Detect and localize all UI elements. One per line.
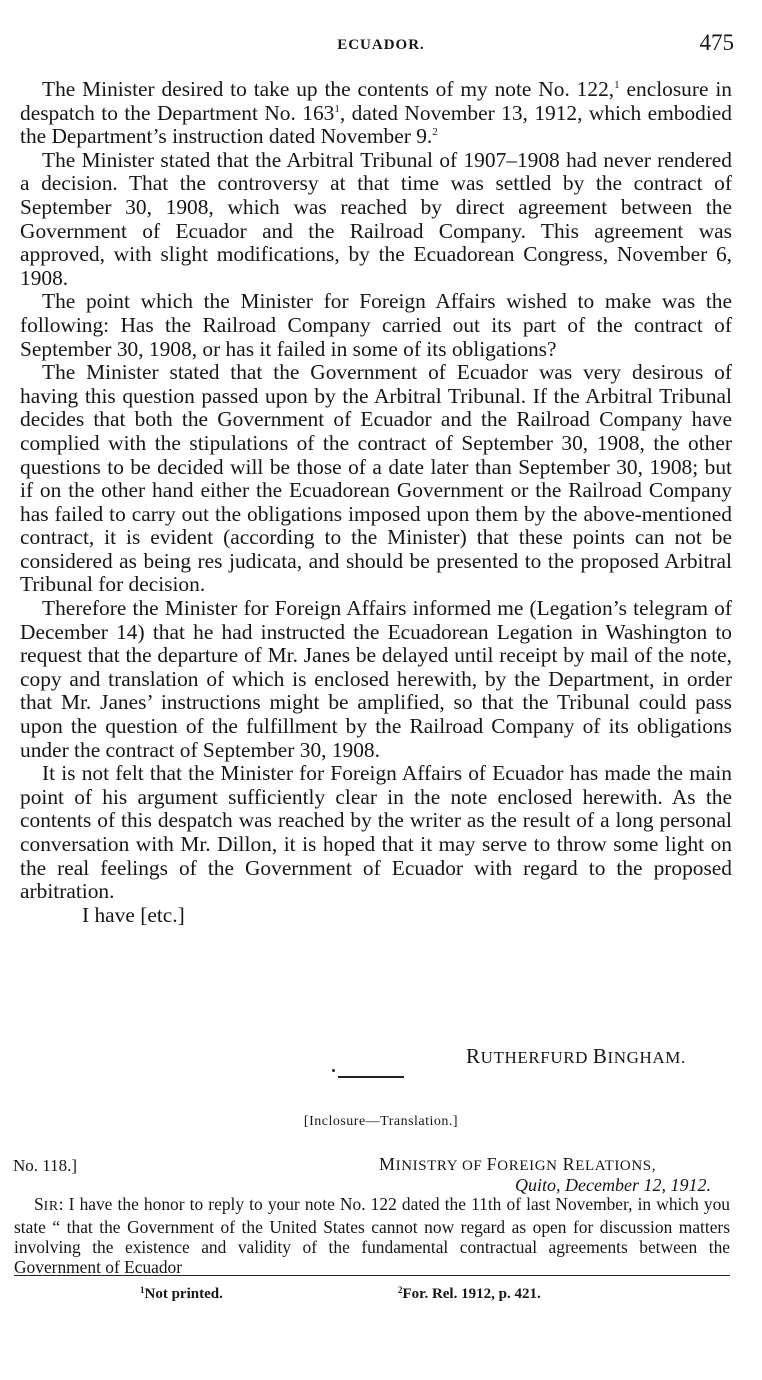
paragraph-2: The Minister stated that the Arbitral Tribunal of 1907–1908 had never rendered a decision. That the controversy at that time was settled by the contract of September 30, 1908, which was reached by direct agreement between the Government of Ecuador and the Railroad Company. This agreement was approved, with slight modifications, by the Ecuadorean Congress, November 6, 1908. [20, 147, 732, 290]
footnote-ref-2: 2 [432, 126, 438, 139]
paragraph-5: Therefore the Minister for Foreign Affairs informed me (Legation’s telegram of December 14) that he had instructed the Ecuadorean Legation in Washington to request that the departure of Mr. Janes be delayed until receipt by mail of the note, copy and translation of which is enclosed herewith, by the Department, in order that Mr. Janes’ instructions might be amplified, so that the Tribunal could pass upon the question of the fulfillment by the Railroad Company of its obligations under the contract of September 30, 1908. [20, 596, 732, 762]
signature-initial-1: R [466, 1044, 481, 1068]
paragraph-1-text-a: The Minister desired to take up the contents of my note No. 122, [42, 77, 615, 101]
footnote-text-1: Not printed. [144, 1286, 223, 1302]
paragraph-4: The Minister stated that the Government of Ecuador was very desirous of having this question passed upon by the Arbitral Tribunal. If the Arbitral Tribunal decides that both the Government of Ecuador and the Railroad Company have complied with the stipulations of the contract of September 30, 1908, the other questions to be decided will be those of a date later than September 30, 1908; but if on the other hand either the Ecuadorean Government or the Railroad Company has failed to carry out the obligations imposed upon them by the above-mentioned contract, it is evident (according to the Minister) that these points can not be considered as being res judicata, and should be presented to the proposed Arbitral Tribunal for decision. [20, 360, 732, 597]
signature [466, 1044, 686, 1069]
page-number: 475 [699, 30, 734, 55]
ministry-heading [379, 1154, 656, 1175]
inclosure-paragraph [14, 1194, 730, 1277]
footnote-ref-1: 1 [614, 79, 620, 91]
footnote-rule [14, 1275, 730, 1276]
page-header [0, 30, 762, 56]
inclosure-heading [13, 1154, 733, 1196]
footnote-mark-2: 2 [398, 1285, 403, 1295]
ministry-cap-3: F [486, 1154, 498, 1174]
footnote-mark-1: 1 [140, 1285, 145, 1295]
note-number: No. 118.] [13, 1156, 78, 1175]
footnote-1 [140, 1286, 223, 1303]
section-rule [338, 1076, 404, 1078]
inclosure-text: : I have the honor to reply to your note No. 122 dated the 11th of last November, in which you state “ that the Government of the United States cannot now regard as open for discussion matters involving the existence and validity of the fundamental contractual agreements between the Government of Ecuador [14, 1194, 730, 1277]
ministry-word-4: ELATIONS, [575, 1158, 657, 1174]
place-date: Quito, December 12, 1912. [515, 1175, 711, 1195]
inclosure-label: [Inclosure—Translation.] [303, 1114, 459, 1129]
signature-last-name: INGHAM. [607, 1048, 686, 1067]
paragraph-3: The point which the Minister for Foreign Affairs wished to make was the following: Has the Railroad Company carried out its part of the contract of September 30, 1908, or has it failed in some of its obligations? [20, 289, 732, 361]
salutation-cap: S [34, 1194, 44, 1214]
signature-first-name: UTHERFURD [480, 1048, 589, 1067]
rule-dot [332, 1069, 335, 1072]
inclosure-body [14, 1194, 730, 1277]
ministry-word-2: OF [457, 1158, 487, 1174]
ministry-word-1: INISTRY [395, 1158, 458, 1174]
closing: I have [etc.] [82, 902, 185, 927]
footnote-ref-1b: 1 [334, 102, 340, 115]
paragraph-1 [20, 78, 732, 149]
footnote-text-2: For. Rel. 1912, p. 421. [402, 1286, 541, 1302]
running-head: ECUADOR. [337, 37, 425, 53]
ministry-cap-1: M [379, 1154, 396, 1174]
salutation: IR [43, 1199, 59, 1214]
letter-body [20, 78, 732, 927]
paragraph-1-text-c: , dated November 13, 1912, which embodied the Department’s instruction dated November 9. [20, 100, 732, 149]
paragraph-1-text-b: enclosure in despatch to the Department No. 163 [20, 77, 732, 125]
ministry-word-3: OREIGN [497, 1158, 558, 1174]
ministry-cap-4: R [557, 1154, 576, 1174]
paragraph-6: It is not felt that the Minister for Foreign Affairs of Ecuador has made the main point of his argument sufficiently clear in the note enclosed herewith. As the contents of this despatch was reached by the writer as the result of a long personal conversation with Mr. Dillon, it is hoped that it may serve to throw some light on the real feelings of the Government of Ecuador with regard to the proposed arbitration. [20, 761, 732, 904]
footnote-2 [398, 1286, 541, 1303]
signature-initial-2: B [592, 1044, 608, 1068]
